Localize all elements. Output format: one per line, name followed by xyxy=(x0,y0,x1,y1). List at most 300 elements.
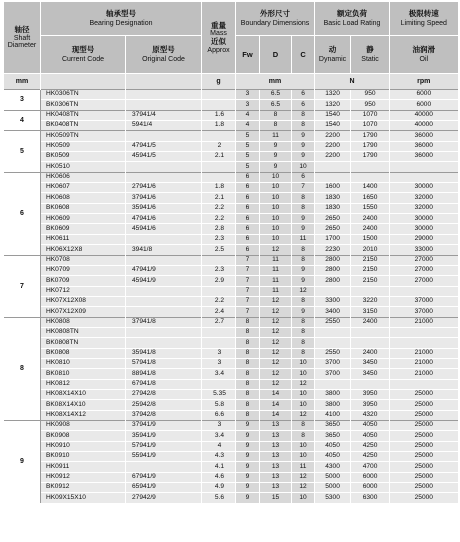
outer-d-cell: 12 xyxy=(260,348,292,358)
fw-cell: 9 xyxy=(236,472,260,482)
dynamic-load-cell: 2200 xyxy=(315,141,351,151)
fw-cell: 5 xyxy=(236,152,260,162)
dynamic-load-cell xyxy=(315,286,351,296)
current-code-cell: HK0911 xyxy=(41,462,126,472)
fw-cell: 5 xyxy=(236,162,260,172)
dynamic-load-cell: 4300 xyxy=(315,462,351,472)
limiting-speed-cell: 25000 xyxy=(390,441,458,451)
original-code-cell: 57941/9 xyxy=(126,441,202,451)
limiting-speed-cell: 40000 xyxy=(390,121,458,131)
current-code-cell: HK0810 xyxy=(41,358,126,368)
mass-cell: 1.8 xyxy=(202,183,236,193)
mass-cell: 3 xyxy=(202,358,236,368)
oil-header: 油润滑 Oil xyxy=(390,36,458,74)
mass-cell xyxy=(202,379,236,389)
static-load-cell: 4320 xyxy=(351,410,390,420)
fw-cell: 6 xyxy=(236,245,260,255)
dynamic-load-cell: 2550 xyxy=(315,317,351,327)
limiting-speed-cell: 25000 xyxy=(390,462,458,472)
limiting-speed-cell xyxy=(390,327,458,337)
limiting-speed-cell: 36000 xyxy=(390,131,458,141)
dynamic-load-cell: 1540 xyxy=(315,110,351,120)
original-code-cell: 37941/4 xyxy=(126,110,202,120)
mass-cell: 4.6 xyxy=(202,472,236,482)
fw-cell: 3 xyxy=(236,90,260,100)
original-code-cell: 37941/6 xyxy=(126,193,202,203)
mass-cell xyxy=(202,100,236,110)
table-row xyxy=(4,265,458,275)
outer-d-cell: 13 xyxy=(260,431,292,441)
static-load-cell: 1790 xyxy=(351,152,390,162)
static-load-cell xyxy=(351,286,390,296)
dynamic-load-cell: 1600 xyxy=(315,183,351,193)
original-code-cell xyxy=(126,327,202,337)
dynamic-load-cell: 4100 xyxy=(315,410,351,420)
original-code-cell: 47941/6 xyxy=(126,214,202,224)
table-row xyxy=(4,152,458,162)
limiting-speed-cell: 30000 xyxy=(390,183,458,193)
current-code-cell: HK09X15X10 xyxy=(41,493,126,503)
current-code-cell: HK0408TN xyxy=(41,110,126,120)
dynamic-load-cell: 5000 xyxy=(315,472,351,482)
limiting-speed-cell: 21000 xyxy=(390,348,458,358)
shaft-diameter-cell: 3 xyxy=(4,90,41,111)
current-code-cell: BK0509 xyxy=(41,152,126,162)
table-row xyxy=(4,379,458,389)
outer-d-cell: 12 xyxy=(260,317,292,327)
width-c-cell: 10 xyxy=(292,369,315,379)
original-code-cell xyxy=(126,286,202,296)
current-code-cell: HK07X12X08 xyxy=(41,296,126,306)
current-code-cell: BK0910 xyxy=(41,452,126,462)
width-c-cell: 6 xyxy=(292,90,315,100)
outer-d-cell: 15 xyxy=(260,493,292,503)
original-code-cell xyxy=(126,162,202,172)
c-header: C xyxy=(292,36,315,74)
outer-d-cell: 10 xyxy=(260,203,292,213)
original-code-cell xyxy=(126,338,202,348)
fw-cell: 8 xyxy=(236,327,260,337)
mass-header: 重量 Mass 近似 Approx xyxy=(202,2,236,74)
static-load-cell xyxy=(351,162,390,172)
static-header: 静 Static xyxy=(351,36,390,74)
current-code-cell: HK06X12X8 xyxy=(41,245,126,255)
limiting-speed-cell: 40000 xyxy=(390,110,458,120)
current-code-cell: HK0609 xyxy=(41,214,126,224)
static-load-cell: 1790 xyxy=(351,141,390,151)
original-code-cell: 37941/9 xyxy=(126,421,202,431)
limiting-speed-cell: 21000 xyxy=(390,358,458,368)
outer-d-cell: 13 xyxy=(260,472,292,482)
mass-cell xyxy=(202,255,236,265)
static-load-cell xyxy=(351,172,390,182)
limiting-speed-cell xyxy=(390,379,458,389)
original-code-cell: 3941/8 xyxy=(126,245,202,255)
fw-cell: 6 xyxy=(236,224,260,234)
mass-cell: 3 xyxy=(202,421,236,431)
dynamic-load-cell: 4050 xyxy=(315,441,351,451)
static-load-cell: 1790 xyxy=(351,131,390,141)
boundary-dimensions-header: 外形尺寸 Boundary Dimensions xyxy=(236,2,315,36)
static-load-cell: 1400 xyxy=(351,183,390,193)
original-code-cell xyxy=(126,90,202,100)
original-code-cell: 35941/6 xyxy=(126,203,202,213)
static-load-cell: 2400 xyxy=(351,214,390,224)
dynamic-load-cell: 1830 xyxy=(315,193,351,203)
original-code-cell: 27941/6 xyxy=(126,183,202,193)
fw-cell: 7 xyxy=(236,265,260,275)
mass-cell: 2.1 xyxy=(202,193,236,203)
mass-cell: 5.6 xyxy=(202,493,236,503)
original-code-cell: 35941/8 xyxy=(126,348,202,358)
dynamic-load-cell xyxy=(315,338,351,348)
fw-cell: 8 xyxy=(236,379,260,389)
mass-cell: 4.1 xyxy=(202,462,236,472)
shaft-diameter-header: 轴径 Shaft Diameter xyxy=(4,2,41,74)
mass-cell: 2.7 xyxy=(202,317,236,327)
dynamic-load-cell: 3650 xyxy=(315,421,351,431)
current-code-cell: HK07X12X09 xyxy=(41,307,126,317)
fw-cell: 6 xyxy=(236,183,260,193)
table-row xyxy=(4,493,458,503)
static-load-cell: 4700 xyxy=(351,462,390,472)
width-c-cell: 8 xyxy=(292,431,315,441)
width-c-cell: 10 xyxy=(292,358,315,368)
dynamic-load-cell: 4050 xyxy=(315,452,351,462)
outer-d-cell: 14 xyxy=(260,389,292,399)
unit-speed: rpm xyxy=(390,74,458,90)
fw-cell: 6 xyxy=(236,214,260,224)
original-code-cell: 65941/9 xyxy=(126,483,202,493)
table-row xyxy=(4,224,458,234)
fw-cell: 8 xyxy=(236,358,260,368)
fw-cell: 9 xyxy=(236,441,260,451)
current-code-cell: HK0611 xyxy=(41,234,126,244)
width-c-cell: 8 xyxy=(292,327,315,337)
original-code-cell: 27942/9 xyxy=(126,493,202,503)
bearing-spec-sheet xyxy=(3,1,457,503)
original-code-cell: 47941/5 xyxy=(126,141,202,151)
mass-cell: 1.8 xyxy=(202,121,236,131)
limiting-speed-cell: 25000 xyxy=(390,472,458,482)
outer-d-cell: 6.5 xyxy=(260,100,292,110)
current-code-cell: BK0709 xyxy=(41,276,126,286)
mass-cell xyxy=(202,90,236,100)
dynamic-load-cell: 3400 xyxy=(315,307,351,317)
static-load-cell: 3220 xyxy=(351,296,390,306)
unit-dimensions: mm xyxy=(236,74,315,90)
current-code-cell: HK0910 xyxy=(41,441,126,451)
current-code-cell: BK0912 xyxy=(41,483,126,493)
static-load-cell: 3450 xyxy=(351,369,390,379)
table-row xyxy=(4,421,458,431)
dynamic-load-cell: 3700 xyxy=(315,358,351,368)
limiting-speed-cell: 27000 xyxy=(390,255,458,265)
static-load-cell: 4250 xyxy=(351,441,390,451)
original-code-cell xyxy=(126,296,202,306)
fw-cell: 8 xyxy=(236,400,260,410)
static-load-cell: 2150 xyxy=(351,255,390,265)
static-load-cell: 3450 xyxy=(351,358,390,368)
width-c-cell: 6 xyxy=(292,100,315,110)
fw-cell: 9 xyxy=(236,431,260,441)
limiting-speed-cell: 25000 xyxy=(390,400,458,410)
fw-cell: 4 xyxy=(236,121,260,131)
table-row xyxy=(4,327,458,337)
table-row xyxy=(4,172,458,182)
outer-d-cell: 11 xyxy=(260,255,292,265)
static-load-cell: 1650 xyxy=(351,193,390,203)
current-code-cell: HK0709 xyxy=(41,265,126,275)
current-code-cell: BK0608 xyxy=(41,203,126,213)
fw-cell: 9 xyxy=(236,462,260,472)
mass-cell: 1.6 xyxy=(202,110,236,120)
outer-d-cell: 12 xyxy=(260,338,292,348)
table-row xyxy=(4,255,458,265)
outer-d-cell: 12 xyxy=(260,307,292,317)
table-row xyxy=(4,245,458,255)
dynamic-load-cell: 2550 xyxy=(315,348,351,358)
dynamic-load-cell: 3650 xyxy=(315,431,351,441)
current-code-cell: HK0812 xyxy=(41,379,126,389)
outer-d-cell: 13 xyxy=(260,452,292,462)
dynamic-load-cell: 3300 xyxy=(315,296,351,306)
outer-d-cell: 11 xyxy=(260,286,292,296)
limiting-speed-cell: 27000 xyxy=(390,276,458,286)
static-load-cell: 3950 xyxy=(351,389,390,399)
outer-d-cell: 14 xyxy=(260,410,292,420)
current-code-cell: HK0708 xyxy=(41,255,126,265)
mass-cell xyxy=(202,286,236,296)
original-code-cell: 88941/8 xyxy=(126,369,202,379)
dynamic-load-cell xyxy=(315,172,351,182)
unit-original xyxy=(126,74,202,90)
width-c-cell: 8 xyxy=(292,348,315,358)
static-load-cell xyxy=(351,379,390,389)
mass-cell: 2.2 xyxy=(202,214,236,224)
static-load-cell: 950 xyxy=(351,90,390,100)
mass-cell xyxy=(202,338,236,348)
limiting-speed-cell: 30000 xyxy=(390,214,458,224)
width-c-cell: 8 xyxy=(292,296,315,306)
outer-d-cell: 9 xyxy=(260,162,292,172)
table-row xyxy=(4,410,458,420)
width-c-cell: 8 xyxy=(292,110,315,120)
current-code-cell: HK0306TN xyxy=(41,90,126,100)
dynamic-load-cell xyxy=(315,327,351,337)
basic-load-rating-header: 额定负荷 Basic Load Rating xyxy=(315,2,390,36)
width-c-cell: 9 xyxy=(292,131,315,141)
outer-d-cell: 11 xyxy=(260,276,292,286)
d-header: D xyxy=(260,36,292,74)
original-code-cell: 45941/5 xyxy=(126,152,202,162)
mass-cell: 2.2 xyxy=(202,203,236,213)
outer-d-cell: 8 xyxy=(260,121,292,131)
current-code-cell: HK0509TN xyxy=(41,131,126,141)
static-load-cell: 2400 xyxy=(351,224,390,234)
table-row xyxy=(4,234,458,244)
table-row xyxy=(4,286,458,296)
table-row xyxy=(4,317,458,327)
unit-load: N xyxy=(315,74,390,90)
current-code-cell: HK0808 xyxy=(41,317,126,327)
fw-cell: 6 xyxy=(236,172,260,182)
width-c-cell: 8 xyxy=(292,255,315,265)
table-body xyxy=(4,90,458,503)
table-row xyxy=(4,400,458,410)
width-c-cell: 9 xyxy=(292,141,315,151)
mass-cell xyxy=(202,172,236,182)
mass-cell xyxy=(202,131,236,141)
bearing-designation-header: 轴承型号 Bearing Designation xyxy=(41,2,202,36)
limiting-speed-cell: 29000 xyxy=(390,234,458,244)
dynamic-load-cell: 1540 xyxy=(315,121,351,131)
width-c-cell: 10 xyxy=(292,493,315,503)
limiting-speed-cell: 36000 xyxy=(390,141,458,151)
original-code-cell xyxy=(126,462,202,472)
static-load-cell: 4250 xyxy=(351,452,390,462)
current-code-cell: HK0912 xyxy=(41,472,126,482)
static-load-cell xyxy=(351,327,390,337)
fw-cell: 6 xyxy=(236,193,260,203)
original-code-cell xyxy=(126,255,202,265)
width-c-cell: 9 xyxy=(292,276,315,286)
mass-cell: 4.9 xyxy=(202,483,236,493)
limiting-speed-cell: 25000 xyxy=(390,410,458,420)
outer-d-cell: 10 xyxy=(260,172,292,182)
fw-cell: 8 xyxy=(236,369,260,379)
dynamic-load-cell: 1830 xyxy=(315,203,351,213)
static-load-cell: 3950 xyxy=(351,400,390,410)
current-code-cell: HK0808TN xyxy=(41,327,126,337)
fw-cell: 5 xyxy=(236,131,260,141)
outer-d-cell: 13 xyxy=(260,462,292,472)
fw-cell: 8 xyxy=(236,410,260,420)
static-load-cell: 6000 xyxy=(351,483,390,493)
outer-d-cell: 11 xyxy=(260,265,292,275)
width-c-cell: 8 xyxy=(292,121,315,131)
outer-d-cell: 10 xyxy=(260,214,292,224)
shaft-diameter-cell: 8 xyxy=(4,317,41,420)
fw-cell: 8 xyxy=(236,317,260,327)
bearing-table xyxy=(3,1,458,503)
outer-d-cell: 9 xyxy=(260,152,292,162)
fw-header: Fw xyxy=(236,36,260,74)
table-row xyxy=(4,193,458,203)
current-code-cell: HK08X14X12 xyxy=(41,410,126,420)
dynamic-load-cell xyxy=(315,379,351,389)
static-load-cell: 4050 xyxy=(351,431,390,441)
mass-cell: 2.1 xyxy=(202,152,236,162)
table-row xyxy=(4,276,458,286)
table-row xyxy=(4,441,458,451)
width-c-cell: 8 xyxy=(292,203,315,213)
original-code-cell xyxy=(126,131,202,141)
limiting-speed-cell: 21000 xyxy=(390,317,458,327)
width-c-cell: 12 xyxy=(292,483,315,493)
fw-cell: 4 xyxy=(236,110,260,120)
mass-cell: 2 xyxy=(202,141,236,151)
original-code-cell: 27942/8 xyxy=(126,389,202,399)
current-code-cell: HK0510 xyxy=(41,162,126,172)
current-code-cell: BK08X14X10 xyxy=(41,400,126,410)
current-code-cell: HK0606 xyxy=(41,172,126,182)
fw-cell: 5 xyxy=(236,141,260,151)
current-code-cell: BK0908 xyxy=(41,431,126,441)
current-code-cell: HK0509 xyxy=(41,141,126,151)
outer-d-cell: 9 xyxy=(260,141,292,151)
static-load-cell: 4050 xyxy=(351,421,390,431)
width-c-cell: 9 xyxy=(292,152,315,162)
outer-d-cell: 12 xyxy=(260,327,292,337)
table-row xyxy=(4,296,458,306)
original-code-cell xyxy=(126,234,202,244)
outer-d-cell: 13 xyxy=(260,441,292,451)
dynamic-load-cell: 3800 xyxy=(315,389,351,399)
dynamic-load-cell: 3800 xyxy=(315,400,351,410)
width-c-cell: 9 xyxy=(292,224,315,234)
shaft-diameter-cell: 5 xyxy=(4,131,41,172)
width-c-cell: 12 xyxy=(292,472,315,482)
original-code-cell: 25942/8 xyxy=(126,400,202,410)
mass-cell: 4 xyxy=(202,441,236,451)
current-code-cell: HK0607 xyxy=(41,183,126,193)
original-code-cell: 45941/6 xyxy=(126,224,202,234)
outer-d-cell: 10 xyxy=(260,224,292,234)
fw-cell: 9 xyxy=(236,421,260,431)
limiting-speed-cell xyxy=(390,162,458,172)
static-load-cell: 1550 xyxy=(351,203,390,213)
fw-cell: 8 xyxy=(236,389,260,399)
static-load-cell: 2150 xyxy=(351,276,390,286)
dynamic-load-cell: 3700 xyxy=(315,369,351,379)
limiting-speed-cell: 37000 xyxy=(390,296,458,306)
width-c-cell: 11 xyxy=(292,462,315,472)
original-code-cell: 47941/9 xyxy=(126,265,202,275)
original-code-cell: 37941/8 xyxy=(126,317,202,327)
dynamic-load-cell: 1700 xyxy=(315,234,351,244)
static-load-cell: 950 xyxy=(351,100,390,110)
table-row xyxy=(4,121,458,131)
table-row xyxy=(4,348,458,358)
static-load-cell: 6000 xyxy=(351,472,390,482)
outer-d-cell: 10 xyxy=(260,234,292,244)
outer-d-cell: 13 xyxy=(260,421,292,431)
limiting-speed-cell: 32000 xyxy=(390,203,458,213)
fw-cell: 7 xyxy=(236,307,260,317)
original-code-cell xyxy=(126,172,202,182)
table-row xyxy=(4,452,458,462)
mass-cell: 2.9 xyxy=(202,276,236,286)
shaft-diameter-cell: 9 xyxy=(4,421,41,503)
limiting-speed-cell: 25000 xyxy=(390,493,458,503)
current-code-header: 现型号 Current Code xyxy=(41,36,126,74)
table-row xyxy=(4,358,458,368)
limiting-speed-cell xyxy=(390,338,458,348)
mass-cell: 3 xyxy=(202,348,236,358)
current-code-cell: HK0908 xyxy=(41,421,126,431)
dynamic-load-cell: 2200 xyxy=(315,152,351,162)
width-c-cell: 8 xyxy=(292,245,315,255)
fw-cell: 6 xyxy=(236,203,260,213)
outer-d-cell: 12 xyxy=(260,245,292,255)
limiting-speed-cell: 33000 xyxy=(390,245,458,255)
mass-cell: 2.5 xyxy=(202,245,236,255)
table-row xyxy=(4,90,458,100)
limiting-speed-cell: 27000 xyxy=(390,265,458,275)
table-row xyxy=(4,131,458,141)
limiting-speed-cell: 25000 xyxy=(390,389,458,399)
